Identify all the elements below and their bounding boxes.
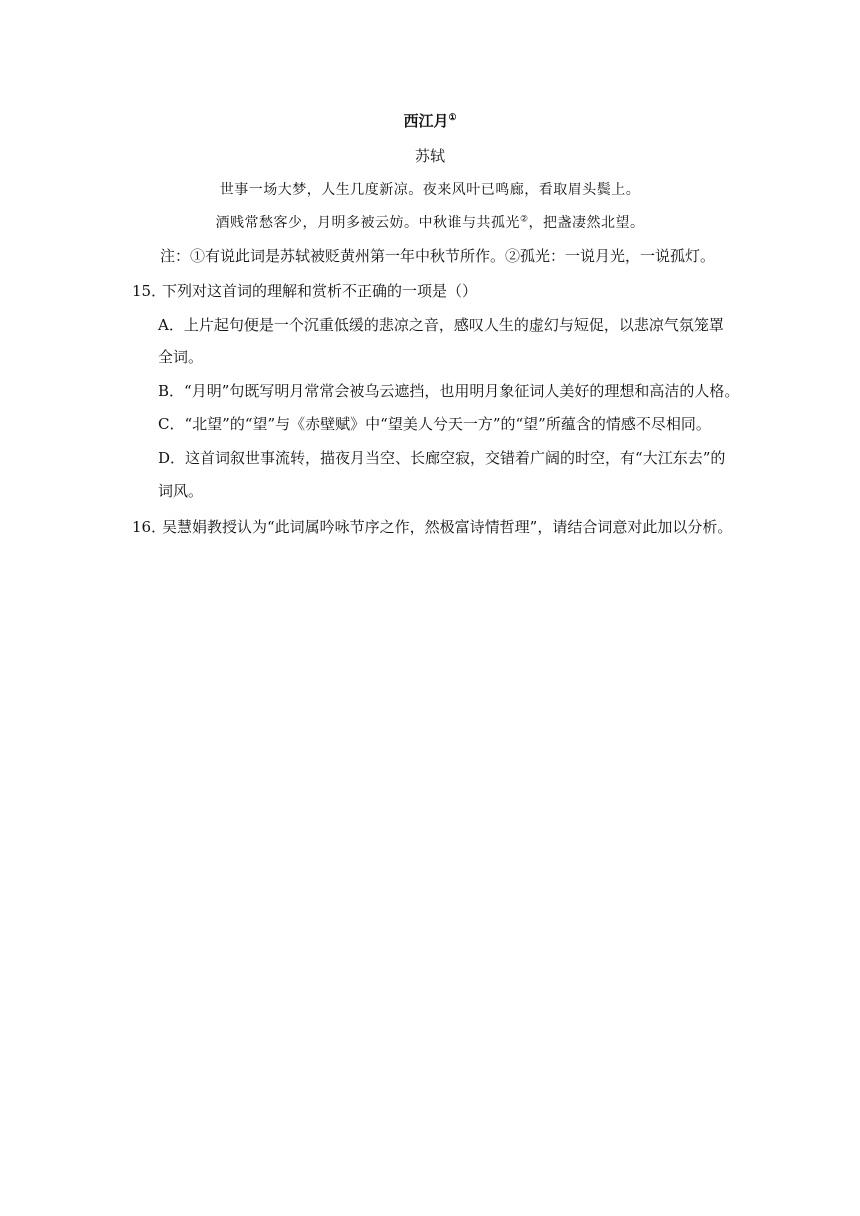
- option-c: C．“北望”的“望”与《赤壁赋》中“望美人兮天一方”的“望”所蕴含的情感不尽相同。: [158, 415, 711, 433]
- option-d-line-1: D．这首词叙世事流转，描夜月当空、长廊空寂，交错着广阔的时空，有“大江东去”的: [158, 449, 726, 467]
- poem-line-1: 世事一场大梦，人生几度新凉。夜来风叶已鸣廊，看取眉头鬓上。: [219, 182, 641, 198]
- poem-title-footnote-mark: ①: [448, 113, 457, 123]
- poem-line-2-part-a: 酒贱常愁客少，月明多被云妨。中秋谁与共孤光: [215, 215, 520, 231]
- option-b: B．“月明”句既写明月常常会被乌云遮挡，也用明月象征词人美好的理想和高洁的人格。: [158, 382, 740, 400]
- poem-line-2-footnote-mark: ②: [519, 214, 529, 225]
- option-d-line-2: 词风。: [158, 482, 204, 500]
- poem-note: 注：①有说此词是苏轼被贬黄州第一年中秋节所作。②孤光：一说月光，一说孤灯。: [160, 247, 716, 265]
- question-15-stem: 下列对这首词的理解和赏析不正确的一项是（）: [162, 282, 478, 300]
- poem-line-2-part-b: ，把盏凄然北望。: [528, 215, 645, 231]
- question-15-number: 15．: [132, 282, 167, 300]
- poem-line-2: [0, 212, 860, 234]
- option-a-line-2: 全词。: [158, 348, 204, 366]
- question-16-number: 16．: [132, 518, 167, 536]
- option-a-line-1: A．上片起句便是一个沉重低缓的悲凉之音，感叹人生的虚幻与短促，以悲凉气氛笼罩: [158, 316, 724, 334]
- poem-author: 苏轼: [414, 147, 445, 165]
- question-16-stem: 吴慧娟教授认为“此词属吟咏节序之作，然极富诗情哲理”，请结合词意对此加以分析。: [162, 518, 733, 536]
- poem-title-text: 西江月: [403, 112, 449, 130]
- poem-title: [0, 110, 860, 132]
